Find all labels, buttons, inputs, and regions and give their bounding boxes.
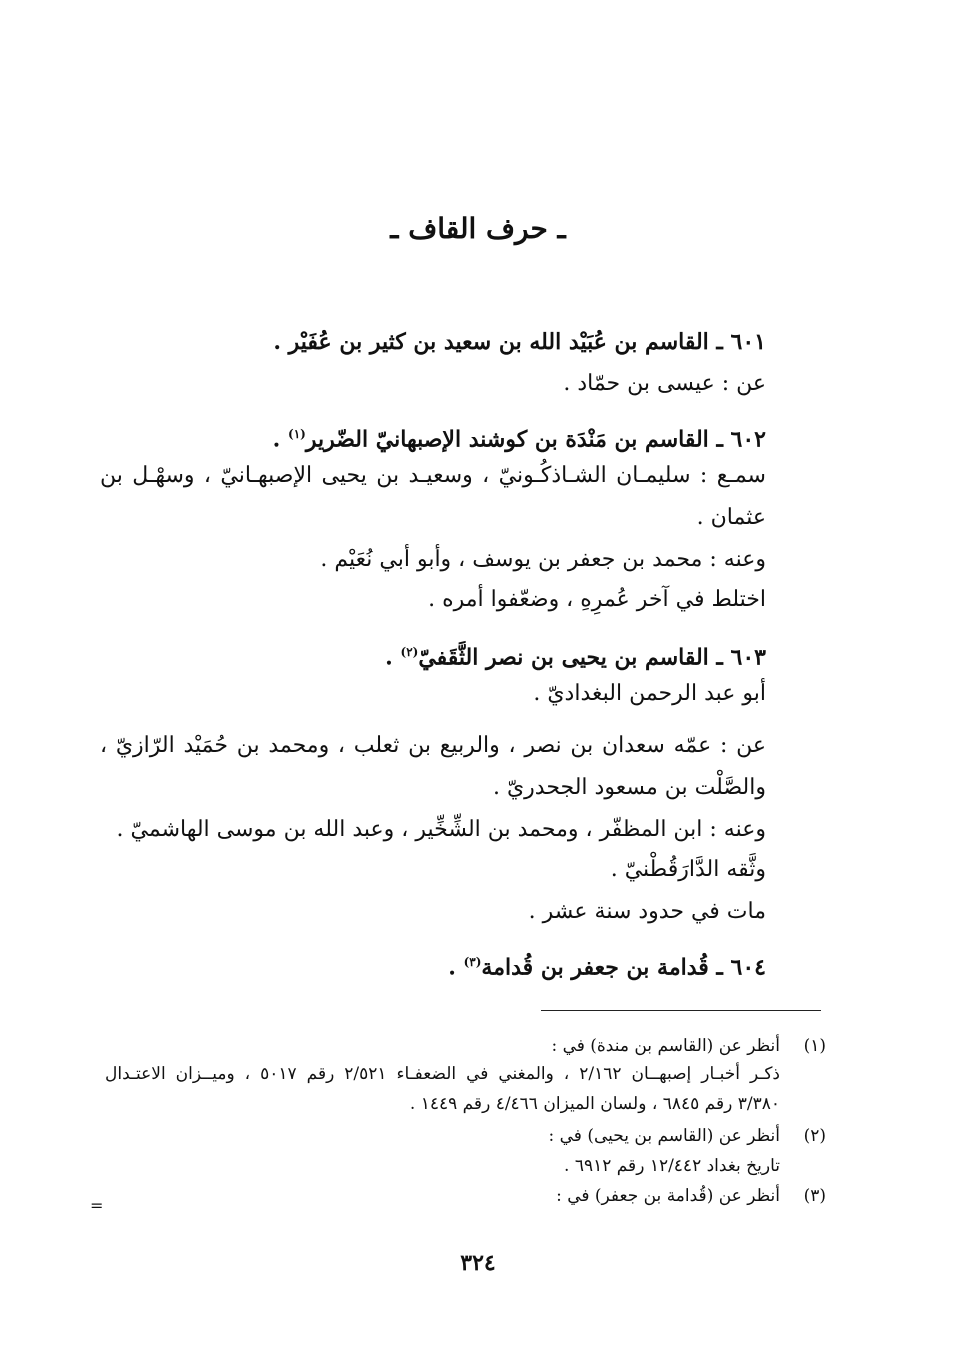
entry-601-line-1: عن : عيسى بن حمّاد .: [563, 371, 766, 396]
entry-604-title-end: .: [448, 954, 464, 981]
footnote-1-number: (١): [803, 1036, 826, 1056]
entry-602-title-text: ٦٠٢ ـ القاسم بن مَنْدَة بن كوشند الإصبهانيّ الضّرير: [305, 426, 766, 453]
page-number: ٣٢٤: [460, 1250, 496, 1276]
entry-602-title: [273, 418, 766, 455]
entry-602-line-1: سمـع : سليمـان الشـاذكُـونيّ ، وسعيـد بن يحيى الإصبهـانيّ ، وسهْـل بن: [100, 463, 766, 488]
footnote-3-line-1: أنظر عن (قُدامة بن جعفر) في :: [556, 1186, 780, 1206]
footnote-ref-1: (١): [288, 427, 306, 441]
entry-603-title: [385, 636, 766, 673]
entry-603-title-end: .: [385, 644, 401, 671]
entry-603-line-2: عن : عمّه سعدان بن نصر ، والربيع بن ثعلب ، ومحمد بن حُمَيْد الرّازيّ ،: [100, 733, 766, 758]
entry-602-line-2: عثمان .: [696, 505, 766, 530]
footnote-2-line-2: تاريخ بغداد ١٢/٤٤٢ رقم ٦٩١٢ .: [564, 1156, 780, 1176]
entry-602-title-end: .: [272, 426, 288, 453]
entry-603-line-5: وثَّقه الدَّارَقُطْنيّ .: [610, 857, 766, 882]
entry-602-line-3: وعنه : محمد بن جعفر بن يوسف ، وأبو أبي نُعَيْم .: [320, 547, 766, 572]
entry-603-line-1: أبو عبد الرحمن البغداديّ .: [533, 681, 766, 706]
entry-603-line-3: والصَّلْت بن مسعود الجحدريّ .: [492, 775, 766, 800]
entry-603-line-6: مات في حدود سنة عشر .: [528, 899, 766, 924]
footnote-1-line-2: ذكـر أخبـار إصبهــان ٢/١٦٢ ، والمغني في الضعفـاء ٢/٥٢١ رقم ٥٠١٧ ، وميــزان الاعتـدال: [105, 1064, 781, 1084]
footnote-ref-2: (٢): [400, 645, 419, 659]
footnote-3-number: (٣): [803, 1186, 826, 1206]
entry-601-title: ٦٠١ ـ القاسم بن عُبَيْد الله بن سعيد بن كثير بن عُفَيْر .: [273, 329, 766, 355]
entry-602-line-4: اختلط في آخر عُمرِهِ ، وضعّفوا أمره .: [428, 587, 766, 612]
footnote-separator: [541, 1010, 821, 1011]
entry-604-title: [448, 946, 766, 983]
footnote-2-line-1: أنظر عن (القاسم بن يحيى) في :: [548, 1126, 780, 1146]
entry-603-title-text: ٦٠٣ ـ القاسم بن يحيى بن نصر الثَّقَفيّ: [418, 644, 766, 671]
footnote-2-number: (٢): [803, 1126, 826, 1146]
footnote-1-line-1: أنظر عن (القاسم بن مندة) في :: [551, 1036, 780, 1056]
chapter-heading: ـ حرف القاف ـ: [390, 212, 566, 245]
footnote-ref-3: (٣): [463, 955, 482, 969]
entry-604-title-text: ٦٠٤ ـ قُدامة بن جعفر بن قُدامة: [481, 954, 766, 981]
entry-603-line-4: وعنه : ابن المظفّر ، ومحمد بن الشِّخِّير ، وعبد الله بن موسى الهاشميّ .: [116, 817, 766, 842]
continuation-mark: =: [90, 1196, 104, 1215]
footnote-1-line-3: ٣/٣٨٠ رقم ٦٨٤٥ ، ولسان الميزان ٤/٤٦٦ رقم ١٤٤٩ .: [409, 1094, 780, 1114]
